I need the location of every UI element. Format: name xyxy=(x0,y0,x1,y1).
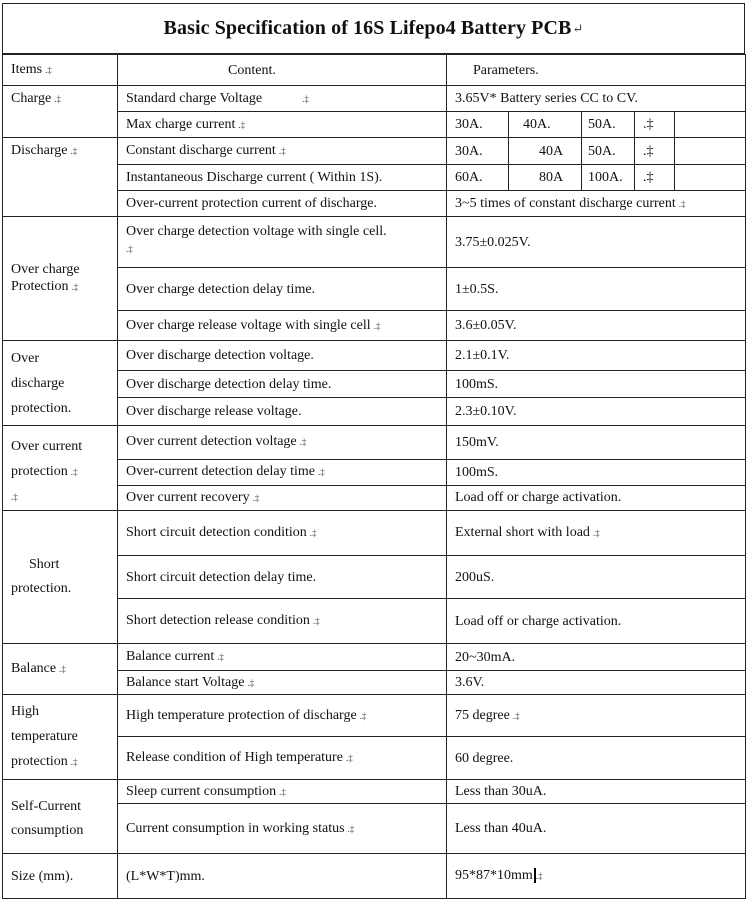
param-value: 60A. xyxy=(447,165,509,190)
param-empty xyxy=(675,112,745,137)
content-cell: Over charge detection voltage with single cell. .‡ xyxy=(118,217,447,268)
content-cell: Instantaneous Discharge current ( Within 1S). xyxy=(118,165,447,191)
param-cell: 2.1±0.1V. xyxy=(447,341,746,371)
document-title xyxy=(2,3,745,54)
param-cell: Less than 40uA. xyxy=(447,804,746,854)
item-size: Size (mm). xyxy=(3,854,118,899)
param-cell: 150mV. xyxy=(447,426,746,460)
param-cell: 3.65V* Battery series CC to CV. xyxy=(447,86,746,112)
table-row xyxy=(3,780,746,804)
param-empty: .‡ xyxy=(635,138,675,164)
content-cell: Balance current .‡ xyxy=(118,644,447,671)
param-cell: 75 degree .‡ xyxy=(447,695,746,737)
content-cell: Over current detection voltage .‡ xyxy=(118,426,447,460)
param-empty: .‡ xyxy=(635,165,675,190)
content-cell: Max charge current .‡ xyxy=(118,112,447,138)
param-value: 80A xyxy=(509,165,582,190)
param-value: 50A. xyxy=(582,138,635,164)
content-cell: Sleep current consumption .‡ xyxy=(118,780,447,804)
item-over-charge: Over charge Protection .‡ xyxy=(3,217,118,341)
table-header-row xyxy=(3,55,746,86)
content-cell: Over charge release voltage with single cell .‡ xyxy=(118,311,447,341)
param-cell: 3.75±0.025V. xyxy=(447,217,746,268)
table-row xyxy=(3,644,746,671)
item-discharge: Discharge .‡ xyxy=(3,138,118,217)
param-cell: 100mS. xyxy=(447,459,746,485)
param-cell: 95*87*10mm .‡ xyxy=(447,854,746,899)
param-cell: 3.6±0.05V. xyxy=(447,311,746,341)
param-cell: External short with load .‡ xyxy=(447,511,746,556)
item-balance: Balance .‡ xyxy=(3,644,118,695)
param-cell-split xyxy=(447,165,746,191)
content-cell: Standard charge Voltage .‡ xyxy=(118,86,447,112)
content-cell: Over current recovery .‡ xyxy=(118,485,447,510)
header-content: Content. xyxy=(118,55,447,86)
param-cell: 100mS. xyxy=(447,371,746,398)
param-value: 30A. xyxy=(447,138,509,164)
param-value: 100A. xyxy=(582,165,635,190)
content-cell: Over discharge detection voltage. xyxy=(118,341,447,371)
content-cell: Short detection release condition .‡ xyxy=(118,599,447,644)
content-cell: Over-current protection current of discharge. xyxy=(118,191,447,217)
param-empty: .‡ xyxy=(635,112,675,137)
param-cell: 200uS. xyxy=(447,556,746,599)
content-cell: (L*W*T)mm. xyxy=(118,854,447,899)
header-items: Items .‡ xyxy=(3,55,118,86)
table-row xyxy=(3,138,746,165)
title-text: Basic Specification of 16S Lifepo4 Battery PCB xyxy=(163,17,572,39)
param-cell: 2.3±0.10V. xyxy=(447,398,746,426)
content-cell: Over charge detection delay time. xyxy=(118,268,447,311)
content-cell: Short circuit detection condition .‡ xyxy=(118,511,447,556)
content-cell: Over-current detection delay time .‡ xyxy=(118,459,447,485)
param-value: 30A. xyxy=(447,112,509,137)
table-row xyxy=(3,341,746,371)
content-cell: Current consumption in working status .‡ xyxy=(118,804,447,854)
param-cell: 20~30mA. xyxy=(447,644,746,671)
content-cell: Short circuit detection delay time. xyxy=(118,556,447,599)
param-cell: Load off or charge activation. xyxy=(447,485,746,510)
header-parameters: Parameters. xyxy=(447,55,746,86)
param-cell: Load off or charge activation. xyxy=(447,599,746,644)
spec-table xyxy=(2,54,746,899)
item-over-current: Over current protection .‡ .‡ xyxy=(3,426,118,511)
table-row xyxy=(3,217,746,268)
content-cell: Balance start Voltage .‡ xyxy=(118,671,447,695)
item-high-temperature: High temperature protection .‡ xyxy=(3,695,118,780)
item-short-protection: Short protection. xyxy=(3,511,118,644)
param-value: 40A xyxy=(509,138,582,164)
return-mark-icon: ↵ xyxy=(572,20,584,36)
param-cell: 3.6V. xyxy=(447,671,746,695)
param-cell: 3~5 times of constant discharge current .‡ xyxy=(447,191,746,217)
content-cell: Over discharge detection delay time. xyxy=(118,371,447,398)
content-cell: Over discharge release voltage. xyxy=(118,398,447,426)
item-self-current: Self-Current consumption xyxy=(3,780,118,854)
table-row xyxy=(3,426,746,460)
table-row xyxy=(3,511,746,556)
param-value: 40A. xyxy=(509,112,582,137)
content-cell: High temperature protection of discharge .‡ xyxy=(118,695,447,737)
content-cell: Constant discharge current .‡ xyxy=(118,138,447,165)
item-over-discharge: Over discharge protection. xyxy=(3,341,118,426)
param-empty xyxy=(675,165,745,190)
content-cell: Release condition of High temperature .‡ xyxy=(118,737,447,780)
param-cell-split xyxy=(447,112,746,138)
param-cell: Less than 30uA. xyxy=(447,780,746,804)
table-row xyxy=(3,854,746,899)
table-row xyxy=(3,86,746,112)
item-charge: Charge .‡ xyxy=(3,86,118,138)
param-cell: 1±0.5S. xyxy=(447,268,746,311)
param-cell-split xyxy=(447,138,746,165)
param-cell: 60 degree. xyxy=(447,737,746,780)
param-value: 50A. xyxy=(582,112,635,137)
param-empty xyxy=(675,138,745,164)
table-row xyxy=(3,695,746,737)
